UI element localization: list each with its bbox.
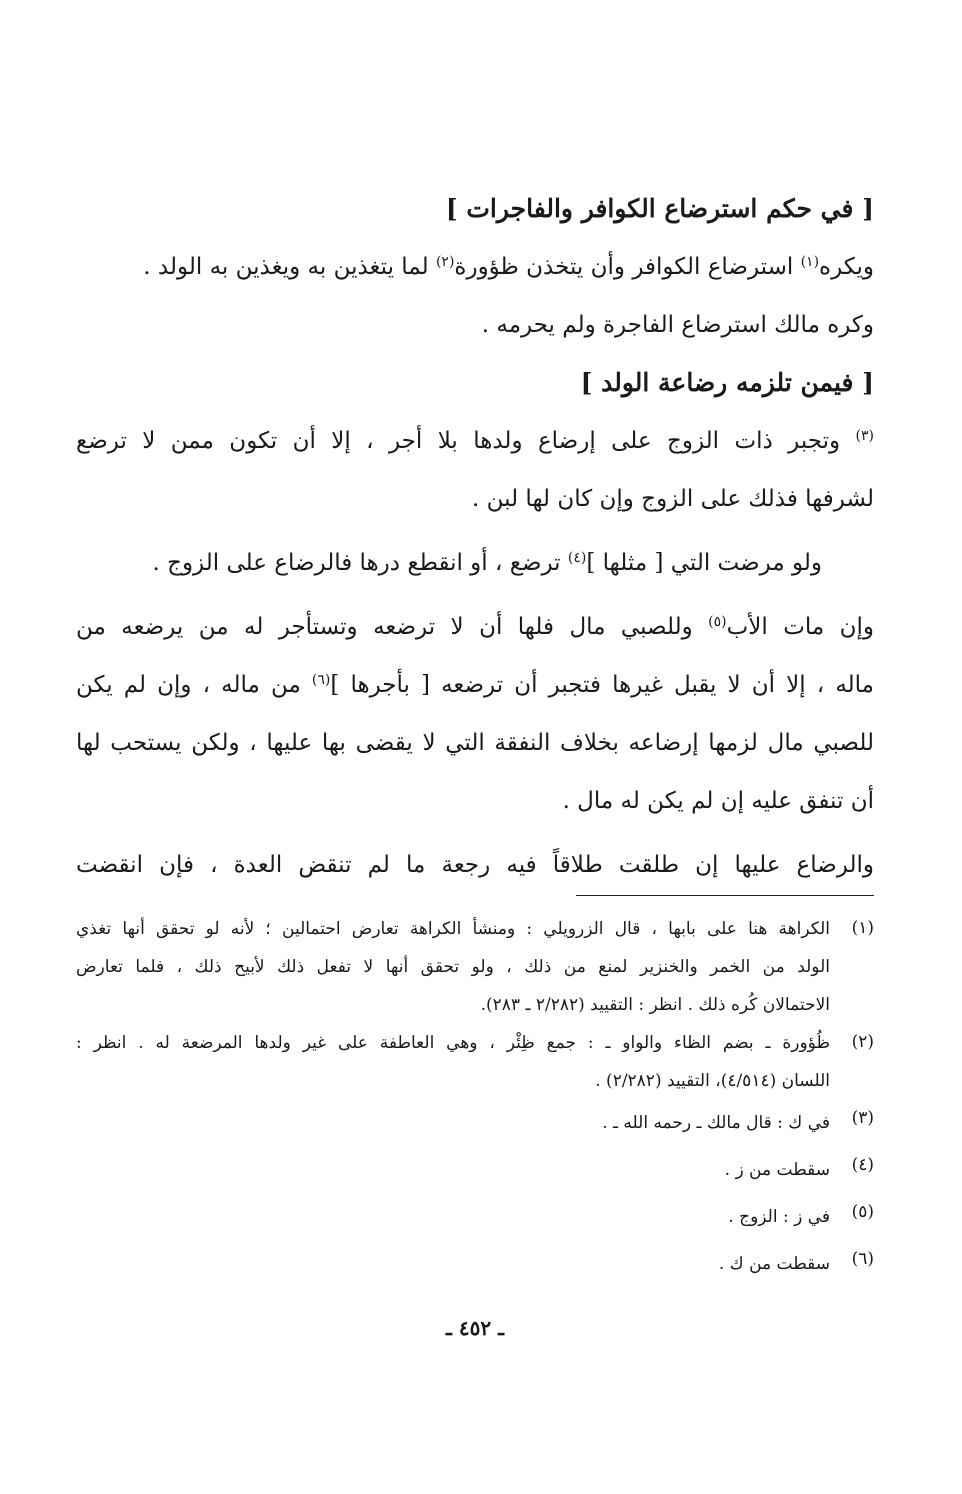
text-span: ولو مرضت التي [ مثلها ] — [586, 550, 822, 576]
footnote-line: سقطت من ز . — [724, 1160, 830, 1180]
page-number: ـ ٤٥٢ ـ — [446, 1316, 504, 1340]
text-span: وتجبر ذات الزوج على إرضاع ولدها بلا أجر ، إلا أن تكون ممن لا ترضع — [76, 428, 856, 454]
footnote-number: (٥) — [851, 1202, 874, 1222]
footnote-ref-1[interactable]: (١) — [800, 254, 820, 270]
footnote-ref-6[interactable]: (٦) — [311, 672, 331, 688]
footnote-ref-2[interactable]: (٢) — [435, 254, 455, 270]
section-heading-unbelievers-nursing: [ في حكم استرضاع الكوافر والفاجرات ] — [445, 194, 874, 223]
footnote-2 — [76, 1024, 874, 1100]
footnote-1 — [76, 910, 874, 1024]
footnote-3 — [76, 1100, 874, 1147]
paragraph-line: للصبي مال لزمها إرضاعه بخلاف النفقة التي لا يقضى بها عليها ، ولكن يستحب لها — [76, 730, 874, 756]
text-span: من ماله ، وإن لم يكن — [76, 672, 312, 698]
footnote-body — [76, 1100, 830, 1147]
footnote-line: الكراهة هنا على بابها ، قال الزرويلي : ومنشأ الكراهة تعارض احتمالين ؛ لأنه لو تحقق أنها تغذي — [76, 919, 830, 939]
paragraph-line — [76, 412, 874, 470]
footnote-number: (١) — [851, 918, 874, 938]
footnote-divider — [576, 895, 874, 896]
paragraph-line: أن تنفق عليه إن لم يكن له مال . — [562, 788, 874, 814]
footnote-line: ظُؤورة ـ بضم الظاء والواو ـ : جمع ظِئْر ، وهي العاطفة على غير ولدها المرضعة له . انظر : — [76, 1033, 830, 1053]
footnote-body — [76, 1147, 830, 1194]
footnote-4 — [76, 1147, 874, 1194]
book-page — [76, 0, 874, 1494]
paragraph-line — [76, 598, 874, 656]
text-span: ماله ، إلا أن لا يقبل غيرها فتجبر أن ترضعه [ بأجرها ] — [330, 672, 874, 698]
footnote-line: في ز : الزوج . — [728, 1207, 830, 1227]
footnote-number: (٤) — [851, 1155, 874, 1175]
section-heading-nursing-obligation: [ فيمن تلزمه رضاعة الولد ] — [580, 368, 874, 397]
footnote-line: سقطت من ك . — [718, 1254, 830, 1274]
text-span: ترضع ، أو انقطع درها فالرضاع على الزوج . — [152, 550, 568, 576]
footnote-ref-3[interactable]: (٣) — [855, 428, 874, 444]
footnote-line: الولد من الخمر والخنزير لمنع من ذلك ، ولو تحقق أنها لا تفعل ذلك لأبيح ذلك ، فلما تعارض — [76, 957, 830, 977]
text-span: استرضاع الكوافر وأن يتخذن ظؤورة — [454, 254, 801, 280]
footnote-body — [76, 1024, 830, 1100]
text-span: وللصبي مال فلها أن لا ترضعه وتستأجر له من يرضعه من — [76, 614, 709, 640]
paragraph-line — [76, 534, 874, 592]
footnote-number: (٣) — [851, 1108, 874, 1128]
footnote-line: في ك : قال مالك ـ رحمه الله ـ . — [602, 1113, 830, 1133]
footnote-6 — [76, 1241, 874, 1288]
footnote-line: اللسان (٤/٥١٤)، التقييد (٢/٢٨٢) . — [595, 1071, 830, 1091]
paragraph-line: لشرفها فذلك على الزوج وإن كان لها لبن . — [472, 486, 874, 512]
footnote-body — [76, 910, 830, 1024]
paragraph-line: والرضاع عليها إن طلقت طلاقاً فيه رجعة ما لم تنقض العدة ، فإن انقضت — [76, 852, 874, 878]
paragraph-line — [76, 656, 874, 714]
paragraph-line — [76, 238, 874, 296]
footnotes — [76, 910, 874, 1288]
text-span: لما يتغذين به ويغذين به الولد . — [143, 254, 436, 280]
footnote-body — [76, 1241, 830, 1288]
footnote-number: (٦) — [851, 1249, 874, 1269]
footnote-body — [76, 1194, 830, 1241]
footnote-ref-4[interactable]: (٤) — [567, 550, 587, 566]
footnote-line: الاحتمالان كُره ذلك . انظر : التقييد (٢/٢٨٢ ـ ٢٨٣). — [480, 995, 830, 1015]
paragraph-line: وكره مالك استرضاع الفاجرة ولم يحرمه . — [481, 312, 874, 338]
main-text — [76, 180, 874, 894]
footnote-ref-5[interactable]: (٥) — [708, 614, 727, 630]
text-span: ويكره — [819, 254, 874, 280]
footnote-number: (٢) — [851, 1032, 874, 1052]
text-span: وإن مات الأب — [726, 614, 874, 640]
footnote-5 — [76, 1194, 874, 1241]
